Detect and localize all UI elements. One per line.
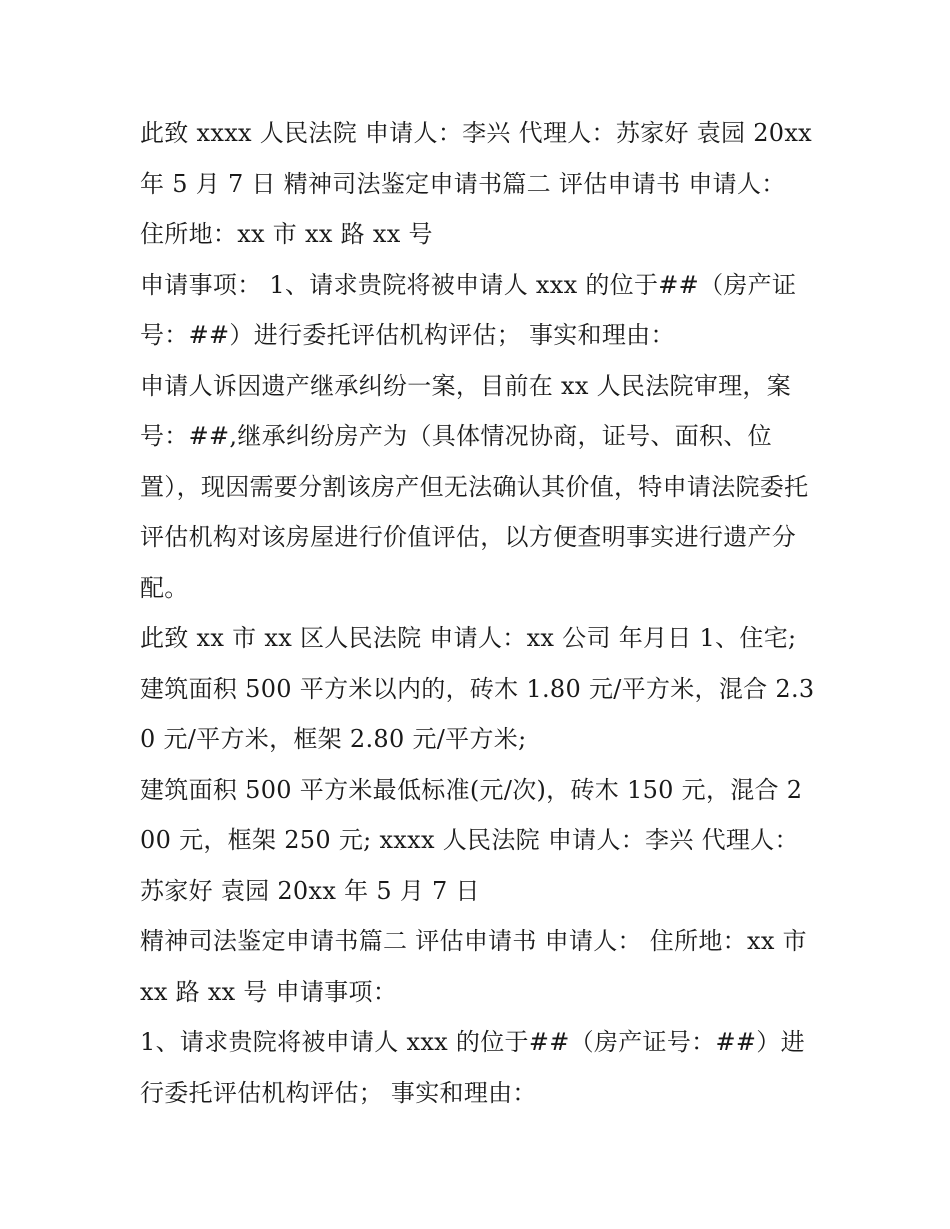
paragraph-2: 申请事项： 1、请求贵院将被申请人 xxx 的位于##（房产证号：##）进行委托评估机构评估； 事实和理由： <box>140 270 797 349</box>
paragraph-1: 此致 xxxx 人民法院 申请人：李兴 代理人：苏家好 袁园 20xx 年 5 月 7 日 精神司法鉴定申请书篇二 评估申请书 申请人： 住所地：xx 市 xx 路 xx 号 <box>140 119 813 248</box>
paragraph-4: 此致 xx 市 xx 区人民法院 申请人：xx 公司 年月日 1、住宅; <box>140 624 797 652</box>
paragraph-3: 申请人诉因遗产继承纠纷一案，目前在 xx 人民法院审理，案号：##,继承纠纷房产为（具体情况协商，证号、面积、位置），现因需要分割该房产但无法确认其价值，特申请法院委托评估机构对该房屋进行价值评估，以方便查明事实进行遗产分配。 <box>140 371 809 602</box>
paragraph-6: 建筑面积 500 平方米最低标准(元/次)，砖木 150 元，混合 200 元，框架 250 元; xxxx 人民法院 申请人：李兴 代理人：苏家好 袁园 20xx 年 5 月 7 日 <box>140 775 803 905</box>
paragraph-5: 建筑面积 500 平方米以内的，砖木 1.80 元/平方米，混合 2.30 元/平方米，框架 2.80 元/平方米; <box>140 674 815 753</box>
paragraph-7: 精神司法鉴定申请书篇二 评估申请书 申请人： 住所地：xx 市 xx 路 xx 号 申请事项： <box>140 927 807 1006</box>
paragraph-8: 1、请求贵院将被申请人 xxx 的位于##（房产证号：##）进行委托评估机构评估； 事实和理由： <box>140 1028 805 1107</box>
document-body <box>140 108 815 1118</box>
